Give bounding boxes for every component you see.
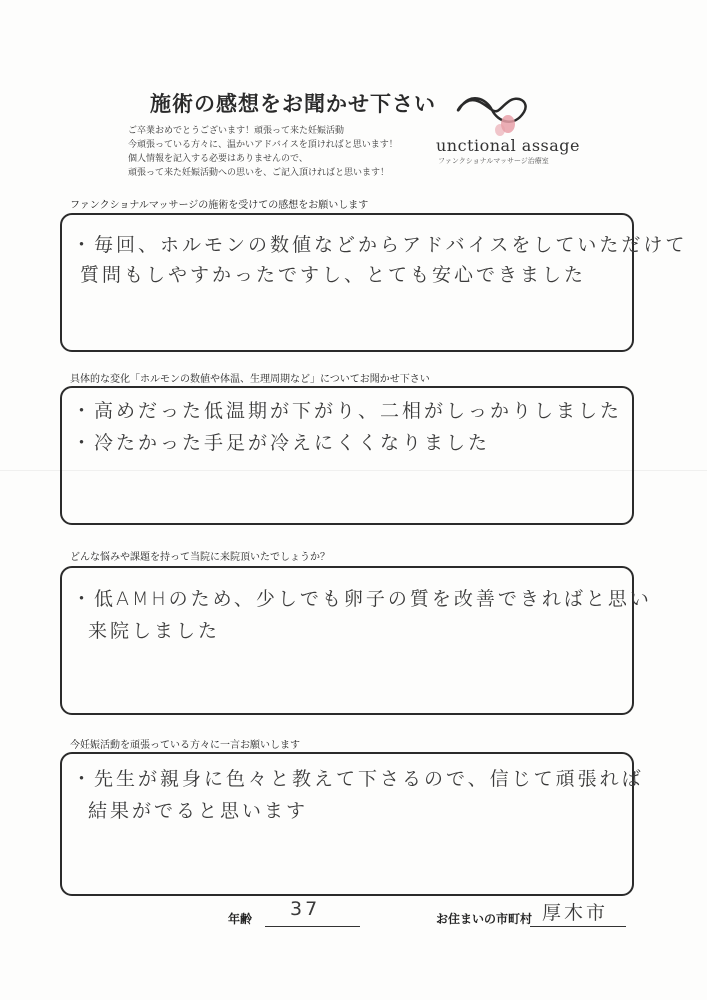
infinity-logo-icon (452, 90, 532, 140)
answer-1-line-1: ・毎回、ホルモンの数値などからアドバイスをしていただけて (72, 234, 688, 256)
answer-3-line-1: ・低AMHのため、少しでも卵子の質を改善できればと思い (72, 588, 652, 610)
answer-4-line-2: 結果がでると思います (88, 800, 309, 822)
answer-2-line-2: ・冷たかった手足が冷えにくくなりました (72, 432, 491, 454)
question-1-label: ファンクショナルマッサージの施術を受けての感想をお願いします (70, 200, 369, 211)
answer-3-line-2: 来院しました (88, 620, 221, 642)
intro-line: ご卒業おめでとうございます！頑張って来た妊娠活動 (128, 126, 345, 136)
intro-line: 個人情報を記入する必要はありませんので、 (128, 154, 308, 164)
age-value: 37 (290, 898, 321, 920)
page-title: 施術の感想をお聞かせ下さい (150, 92, 436, 116)
logo-subtitle: ファンクショナルマッサージ治療室 (438, 157, 549, 165)
city-value: 厚木市 (542, 902, 609, 924)
intro-text (128, 124, 428, 180)
question-2-label: 具体的な変化「ホルモンの数値や体温、生理周期など」についてお聞かせ下さい (70, 374, 430, 385)
intro-line: 今頑張っている方々に、温かいアドバイスを頂ければと思います！ (128, 140, 398, 150)
city-label: お住まいの市町村 (436, 912, 533, 926)
logo-text: unctional assage (436, 136, 581, 155)
intro-line: 頑張って来た妊娠活動への思いを、ご記入頂ければと思います！ (128, 168, 390, 178)
city-underline (530, 926, 626, 927)
answer-4-line-1: ・先生が親身に色々と教えて下さるので、信じて頑張れば (72, 768, 644, 790)
clinic-logo (430, 90, 590, 170)
age-label: 年齢 (228, 912, 253, 926)
answer-1-line-2: 質問もしやすかったですし、とても安心できました (80, 264, 587, 286)
question-3-label: どんな悩みや課題を持って当院に来院頂いたでしょうか？ (70, 552, 330, 563)
question-4-label: 今妊娠活動を頑張っている方々に一言お願いします (70, 740, 300, 751)
age-underline (265, 926, 360, 927)
answer-2-line-1: ・高めだった低温期が下がり、二相がしっかりしました (72, 400, 623, 422)
